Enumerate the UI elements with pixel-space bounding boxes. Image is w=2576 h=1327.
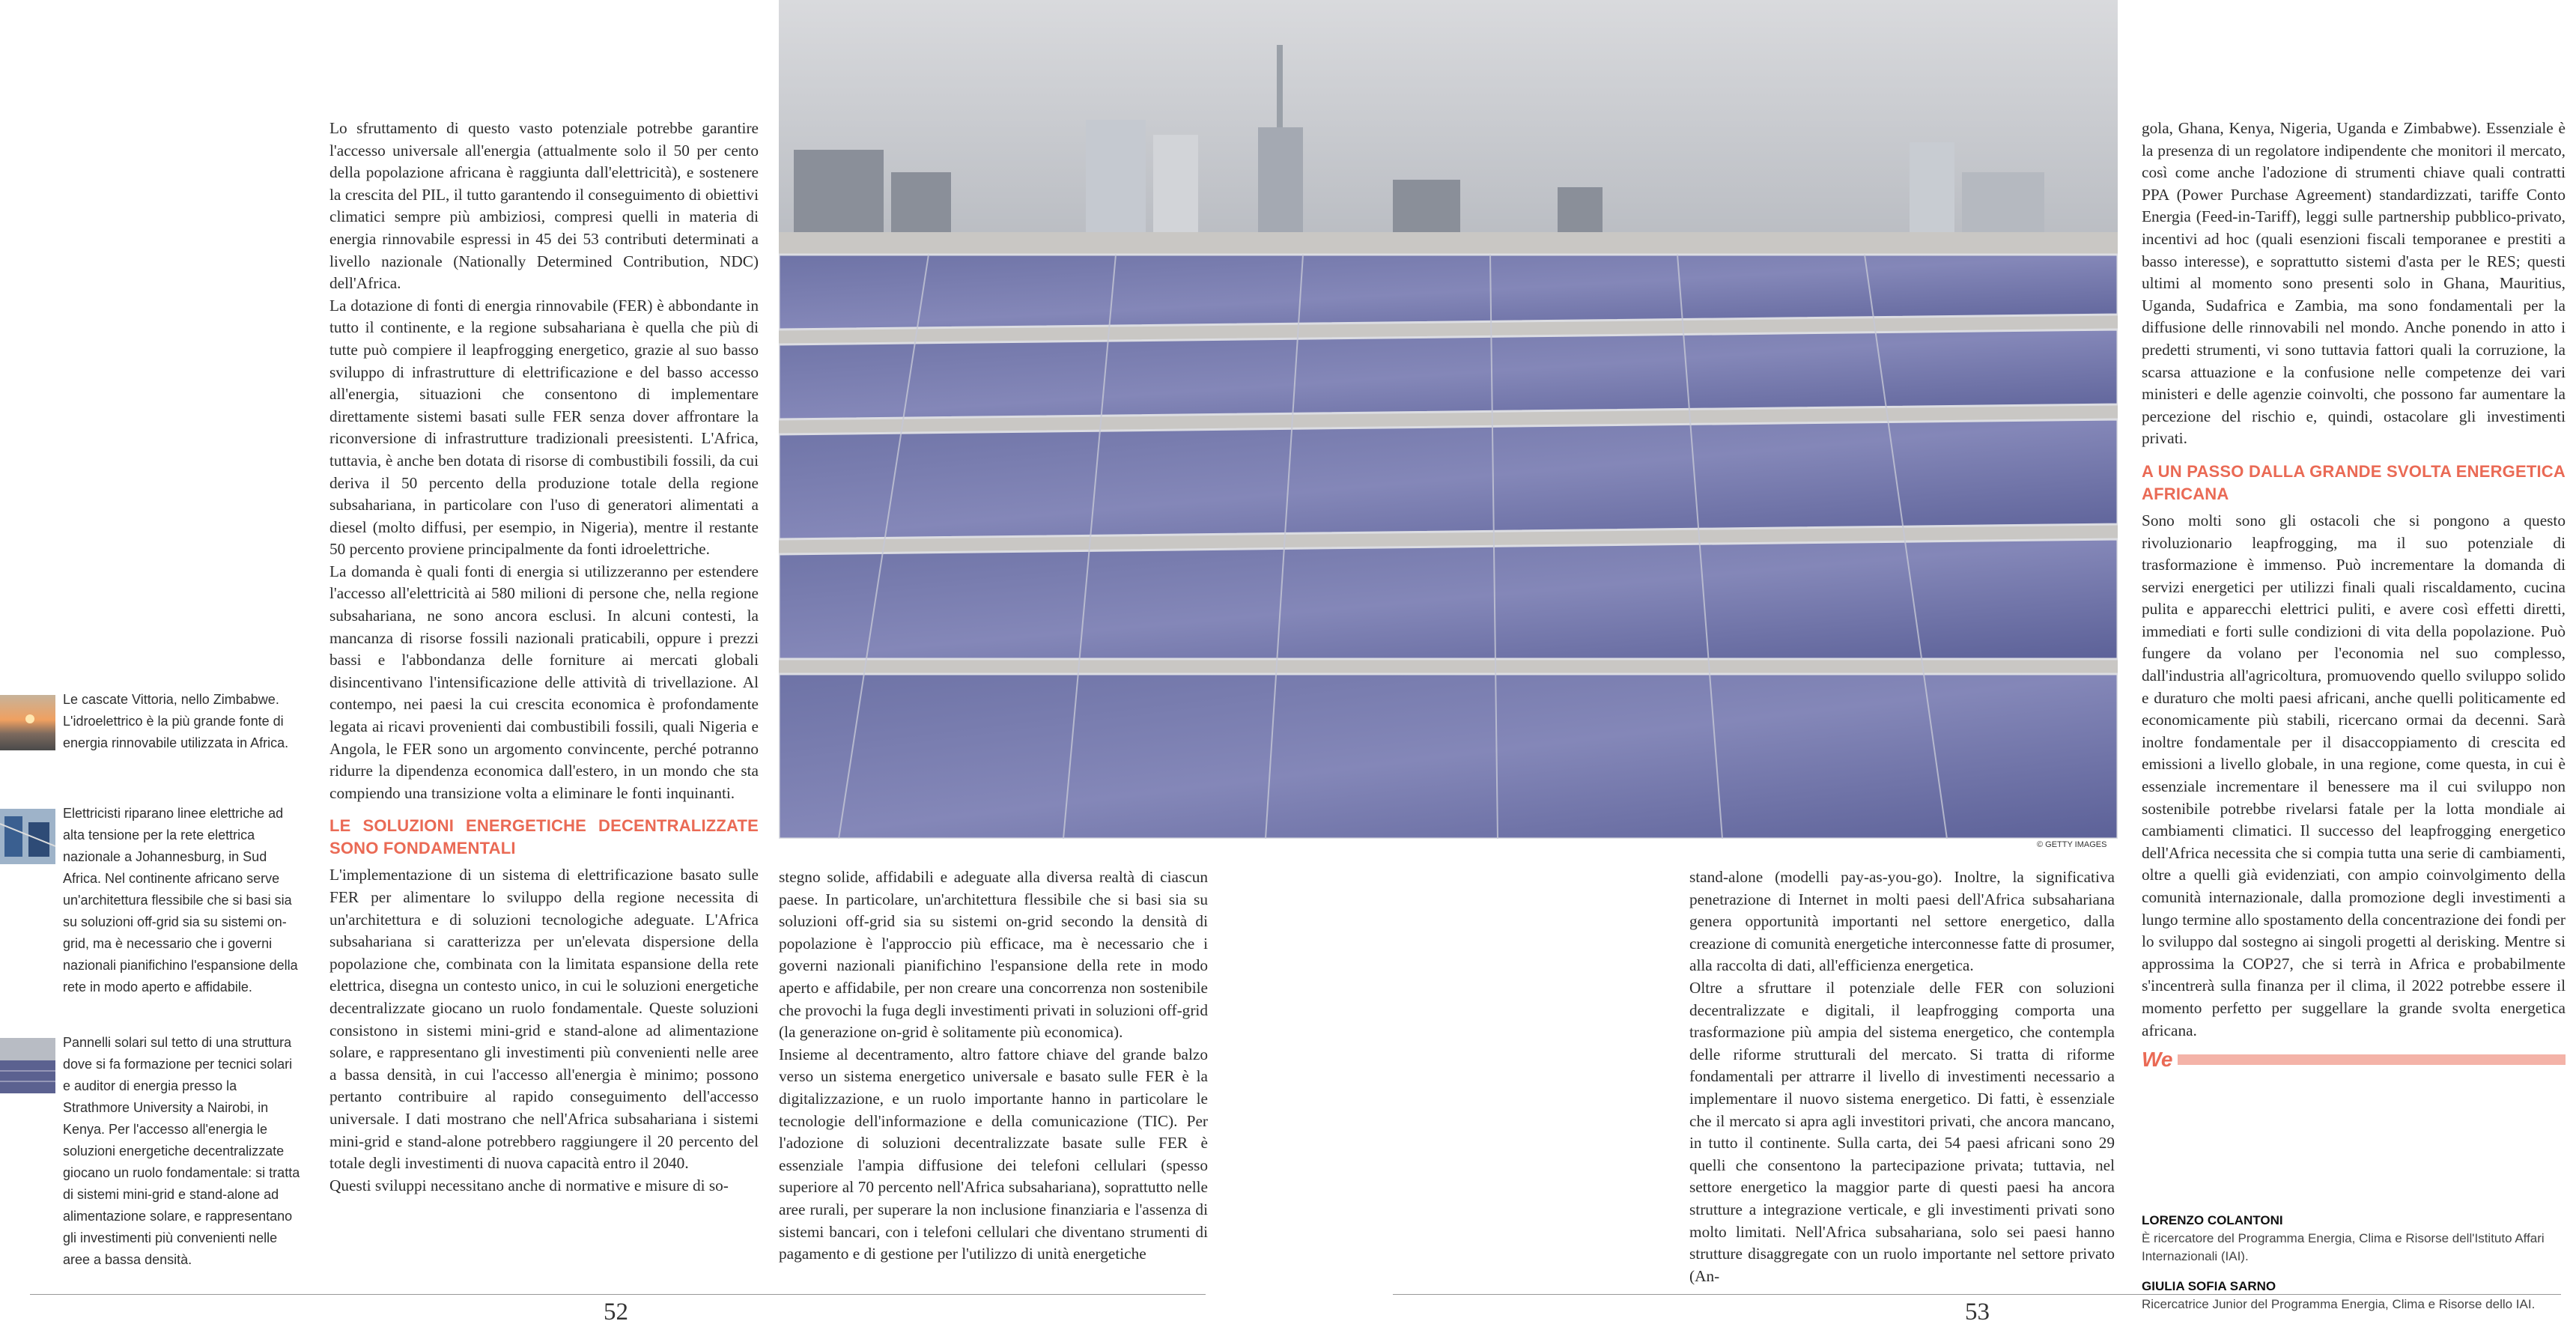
paragraph: stegno solide, affidabili e adeguate alla diversa realtà di ciascun paese. In particolare, un'architettura flessibile che si basi sia su soluzioni off-grid sia su sistemi on-grid secondo la densità di popolazione è l'approccio più efficace, ma è necessario che i governi nazionali pianifichino l'espansione della rete in modo aperto e affidabile, per non creare una concorrenza non sostenibile che provochi la fuga degli investimenti privati in soluzioni off-grid (la generazione on-grid è solitamente più economica). [779,868,1208,1042]
thumbnail-solar-roof [0,1038,55,1093]
caption-text: Elettricisti riparano linee elettriche ad alta tensione per la rete elettrica nazionale a Johannesburg, in Sud Africa. Nel continente africano serve un'architettura flessibile che si basi sia su soluzioni off-grid sia su sistemi on-grid, ma è necessario che i governi nazionali pianifichino l'espansione della rete in modo aperto e affidabile. [63,806,298,995]
author-name: GIULIA SOFIA SARNO [2142,1279,2276,1293]
author-bios [2142,1212,2546,1326]
thumbnail-electricians [0,809,55,864]
solar-panels-photo [779,0,2118,839]
paragraph: L'implementazione di un sistema di elettrificazione basato sulle FER per alimentare lo sviluppo della regione necessita di un'architettura e di soluzioni tecnologiche adeguate. L'Africa subsahariana si caratterizza per un'elevata dispersione della popolazione che, combinata con la limitata espansione della rete elettrica, disegna un contesto unico, in cui le soluzioni energetiche decentralizzate giocano un ruolo fondamentale. Queste soluzioni consistono in sistemi mini-grid e stand-alone ad alimentazione solare, e rappresentano gli investimenti più convenienti nelle aree a bassa densità, in cui l'accesso all'energia è minimo; possono pertanto contribuire al rapido conseguimento dell'accesso universale. I dati mostrano che nell'Africa subsahariana i sistemi mini-grid e stand-alone potrebbero raggiungere il 20 percento del totale degli investimenti di nuova capacità entro il 2040. [329,866,759,1173]
paragraph: Oltre a sfruttare il potenziale delle FER con soluzioni decentralizzate e digitali, il leapfrogging comporta una trasformazione più ampia del sistema energetico, che contempla delle riforme strutturali del mercato. Si tratta di riforme fondamentali per attrarre il livello di investimenti necessario a implementare il nuovo sistema energetico. Di fatti, è essenziale che il mercato si apra agli investitori privati, che ancora mancano, in tutto il continente. Sulla carta, dei 54 paesi africani sono 29 quelli che consentono la partecipazione privata; tuttavia, nel settore energetico la maggior parte di questi paesi ha ancora strutture a integrazione verticale, e gli investimenti privati sono molto limitati. Nell'Africa subsahariana, solo sei paesi hanno strutture disaggregate con un ruolo importante nel settore privato (An- [1689,978,2115,1285]
section-heading: LE SOLUZIONI ENERGETICHE DECENTRALIZZATE SONO FONDAMENTALI [329,816,759,858]
paragraph: Sono molti sono gli ostacoli che si pongono a questo rivoluzionario leapfrogging, ma il suo potenziale di trasformazione è immenso. Può incrementare la domanda di servizi energetici per utilizzi finali quali riscaldamento, cucina pulita e apparecchi elettrici puliti, e avere così effetti diretti, immediati e forti sulle condizioni di vita della popolazione. Può fungere da volano per l'economia nel suo complesso, dall'industria all'agricoltura, promuovendo quello sviluppo solido e duraturo che molti paesi africani, anche quelli politicamente ed economicamente più stabili, ricercano ormai da decenni. Sarà inoltre fondamentale per il disaccoppiamento di crescita ed emissioni a livello globale, in una regione, come questa, in cui è essenziale incrementare il benessere ma il cui sviluppo non sostenibile potrebbe rivelarsi fatale per la lotta mondiale ai cambiamenti climatici. Il successo del leapfrogging energetico dell'Africa necessita che si compia tutta una serie di cambiamenti, oltre a quelli già evidenziati, con ampio coinvolgimento della comunità internazionale, dalla promozione degli investimenti a lungo termine allo spostamento della concentrazione dei fondi per lo sviluppo dal sostegno ai singoli progetti al derisking. Mentre si approssima la COP27, che si terrà in Africa e probabilmente s'incentrerà sulla finanza per il clima, il 2022 potrebbe essere il momento perfetto per suggellare la grande svolta energetica africana. [2142,511,2566,1039]
article-column-2 [779,866,1208,1266]
author-role: Ricercatrice Junior del Programma Energia, Clima e Risorse dello IAI. [2142,1297,2536,1311]
author-role: È ricercatore del Programma Energia, Clima e Risorse dell'Istituto Affari Internazionali (IAI). [2142,1231,2545,1263]
article-column-3 [1689,866,2115,1287]
footer-rule-left [30,1294,1206,1295]
photo-credit: © GETTY IMAGES [2037,840,2107,849]
paragraph: Insieme al decentramento, altro fattore chiave del grande balzo verso un sistema energetico universale e basato sulle FER è la digitalizzazione, e un ruolo importante hanno in particolare le tecnologie dell'informazione e della comunicazione (TIC). Per l'adozione di soluzioni decentralizzate basate sulle FER è essenziale l'ampia diffusione dei telefoni cellulari (spesso superiore al 70 percento nell'Africa subsahariana), soprattutto nelle aree rurali, per superare la non inclusione finanziaria e l'assenza di sistemi bancari, con i telefoni cellulari che diventano strumenti di pagamento e di gestione per l'utilizzo di unità energetiche [779,1045,1208,1263]
caption-text: Le cascate Vittoria, nello Zimbabwe. L'idroelettrico è la più grande fonte di energia rinnovabile utilizzata in Africa. [63,692,289,750]
page-number-right: 53 [1965,1299,1990,1326]
paragraph: stand-alone (modelli pay-as-you-go). Inoltre, la significativa penetrazione di Internet in molti paesi dell'Africa subsahariana genera opportunità importanti nel settore energetico, dalla creazione di comunità energetiche interconnesse fatte di prosumer, alla raccolta di dati, all'efficienza energetica. [1689,868,2115,975]
article-column-1 [329,118,759,1197]
caption-text: Pannelli solari sul tetto di una struttura dove si fa formazione per tecnici solari e auditor di energia presso la Strathmore University a Nairobi, in Kenya. Per l'accesso all'energia le soluzioni energetiche decentralizzate giocano un ruolo fondamentale: si tratta di sistemi mini-grid e stand-alone ad alimentazione solare, e rappresentano gli investimenti più convenienti nelle aree a bassa densità. [63,1035,300,1267]
section-heading: A UN PASSO DALLA GRANDE SVOLTA ENERGETICA AFRICANA [2142,461,2566,503]
footer-rule-right [1393,1294,2561,1295]
we-logo: We [2142,1048,2173,1071]
end-mark-bar [2178,1054,2566,1065]
paragraph: La dotazione di fonti di energia rinnovabile (FER) è abbondante in tutto il continente, e la regione subsahariana è quella che più di tutte può compiere il leapfrogging energetico, grazie al suo basso sviluppo di infrastrutture di elettrificazione e del basso accesso all'energia, situazioni che consentono di implementare direttamente sistemi basati sulle FER senza dover affrontare la riconversione di infrastrutture tradizionali preesistenti. L'Africa, tuttavia, è anche ben dotata di risorse di combustibili fossili, da cui deriva il 50 percento della produzione totale della regione subsahariana, in particolare con l'uso di generatori alimentati a diesel (molto diffusi, per esempio, in Nigeria), mentre il restante 50 percento proviene principalmente da fonti idroelettriche. [329,296,759,559]
paragraph: Questi sviluppi necessitano anche di normative e misure di so- [329,1176,729,1194]
author-name: LORENZO COLANTONI [2142,1213,2283,1227]
article-column-4 [2142,118,2566,1042]
paragraph: gola, Ghana, Kenya, Nigeria, Uganda e Zimbabwe). Essenziale è la presenza di un regolatore indipendente che monitori il mercato, così come anche l'adozione di strumenti chiave quali contratti PPA (Power Purchase Agreement) standardizzati, tariffe Conto Energia (Feed-in-Tariff), leggi sulle partnership pubblico-privato, incentivi ad hoc (quali esenzioni fiscali temporanee e prestiti a basso interesse), e soprattutto sistemi d'asta per le RES; questi ultimi al momento sono presenti solo in Ghana, Mauritius, Uganda, Sudafrica e Zambia, ma sono fondamentali per la diffusione delle rinnovabili nel mondo. Anche ponendo in atto i predetti strumenti, vi sono tuttavia fattori quali la corruzione, la scarsa attuazione e la confusione nelle competenze dei vari ministeri e delle agenzie coinvolti, che possono far aumentare la percezione del rischio e, quindi, ostacolare gli investimenti privati. [2142,119,2566,448]
thumbnail-victoria-falls [0,695,55,750]
page-number-left: 52 [604,1299,628,1326]
paragraph: Lo sfruttamento di questo vasto potenziale potrebbe garantire l'accesso universale all'energia (attualmente solo il 50 per cento della popolazione africana è raggiunta dall'elettricità), e sostenere la crescita del PIL, il tutto garantendo il conseguimento di obiettivi climatici sempre più ambiziosi, compresi quelli in materia di energia rinnovabile espressi in 45 dei 53 contributi determinati a livello nazionale (Nationally Determined Contribution, NDC) dell'Africa. [329,119,759,293]
paragraph: La domanda è quali fonti di energia si utilizzeranno per estendere l'accesso all'elettricità ai 580 milioni di persone che, nella regione subsahariana, ne sono ancora esclusi. In alcuni contesti, la mancanza di risorse fossili nazionali praticabili, oppure i prezzi bassi e l'abbondanza delle forniture ai mercati globali disincentivano l'intensificazione delle attività di trivellazione. Al contempo, nei paesi la cui crescita economica è profondamente legata ai ricavi provenienti dai combustibili fossili, quali Nigeria e Angola, le FER sono un argomento convincente, perché potranno ridurre la dipendenza economica dall'estero, in un mondo che sta compiendo una transizione volta a eliminare le fonti inquinanti. [329,562,759,802]
